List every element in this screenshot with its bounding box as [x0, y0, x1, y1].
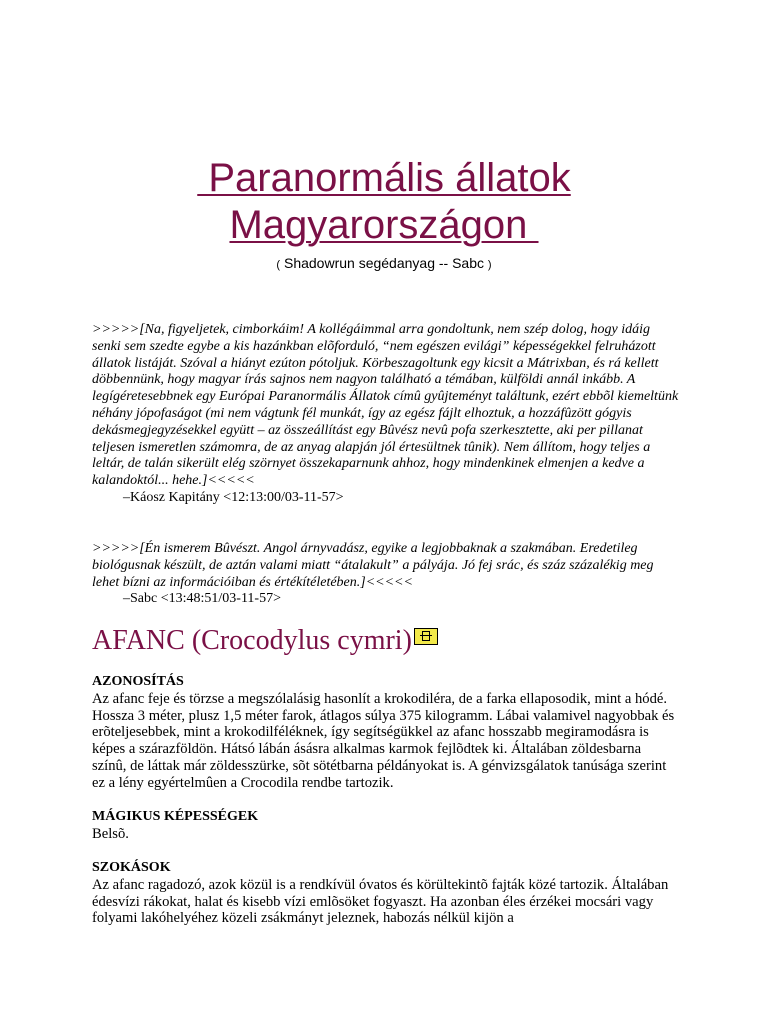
comment-text: >>>>>[Én ismerem Bûvészt. Angol árnyvadász, egyike a legjobbaknak a szakmában. Eredetileg biológusnak készült, de aztán valami miatt “átalakult” a pályája. Jó fej srác, és száz százalékig meg lehet bízni az információiban és értékítéletében.]<<<<< — [92, 541, 654, 590]
page-subtitle — [0, 255, 768, 273]
comment-text: >>>>>[Na, figyeljetek, cimborkáim! A kollégáimmal arra gondoltunk, nem szép dolog, hogy idáig senki sem szedte egybe a kis hazánkban elõforduló, “nem egészen evilági” képességekkel felruházott állatok listáját. Szóval a hiányt ezúton pótoljuk. Körbeszagoltunk egy kicsit a Mátrixban, és rá kellett döbbennünk, hogy magyar írás sajnos nem nagyon található a témában, külföldi annál inkább. A legígéretesebbnek egy Európai Paranormális Állatok címû gyûjteményt találtunk, ezért ebbõl kiemeltünk néhány jópofaságot (mi nem vágtunk fél munkát, így az egész fájlt elhoztuk, a hozzáfûzött gógyis dekásmegjegyzésekkel együtt – az összeállítást egy Bûvész nevû pofa szerkesztette, aki per pillanat teljesen ismeretlen számomra, de az anyag alapján jól értesültnek tûnik). Nem állítom, hogy teljes a leltár, de talán sikerült elég szörnyet összekaparnunk ahhoz, hogy mindenkinek elmenjen a kedve a kalandoktól... hehe.]<<<<< — [92, 322, 679, 489]
title-line-1: Paranormális állatok — [197, 156, 571, 200]
page-title — [0, 155, 768, 249]
title-line-2: Magyarországon — [229, 203, 539, 247]
book-icon[interactable] — [414, 628, 438, 645]
comment-signature: –Káosz Kapitány <12:13:00/03-11-57> — [123, 489, 344, 505]
section-text: Az afanc ragadozó, azok közül is a rendkívül óvatos és körültekintõ fajták közé tartozik. Általában édesvízi rákokat, halat és kisebb vízi emlõsöket fogyaszt. Ha azonban éles érzékei mocsári vagy folyami lakóhelyéhez közeli zsákmányt jeleznek, habozás nélkül kijön a — [92, 876, 669, 927]
entry-heading-text: AFANC (Crocodylus cymri) — [92, 625, 412, 656]
section-identification — [92, 674, 676, 792]
subtitle-text: Shadowrun segédanyag -- Sabc — [280, 255, 488, 271]
section-magical-abilities — [92, 809, 676, 843]
comment-block-2 — [92, 541, 682, 608]
comment-signature: –Sabc <13:48:51/03-11-57> — [123, 591, 281, 607]
section-habits — [92, 860, 676, 927]
entry-heading — [92, 624, 438, 658]
section-title: MÁGIKUS KÉPESSÉGEK — [92, 809, 259, 824]
subtitle-close-paren: ) — [487, 259, 492, 271]
comment-block-1 — [92, 322, 682, 507]
section-text: Az afanc feje és törzse a megszólalásig hasonlít a krokodiléra, de a farka ellaposodik, mint a hódé. Hossza 3 méter, plusz 1,5 méter farok, átlagos súlya 375 kilogramm. Lábai valamivel nagyobbak és erõteljesebbek, mint a krokodilféléknek, így segítségükkel az afanc hosszabb megiramodásra is képes a szárazföldön. Hátsó lábán ásásra alkalmas karmok fejlõdtek ki. Általában zöldesbarna színû, de láttak már zöldesszürke, sõt sötétbarna példányokat is. A génvizsgálatok tanúsága szerint ez a lény egyértelmûen a Crocodila rendbe tartozik. — [92, 690, 675, 791]
section-text: Belsõ. — [92, 825, 129, 842]
section-title: AZONOSÍTÁS — [92, 674, 184, 689]
section-title: SZOKÁSOK — [92, 860, 171, 875]
subtitle-open-paren: ( — [276, 259, 281, 271]
